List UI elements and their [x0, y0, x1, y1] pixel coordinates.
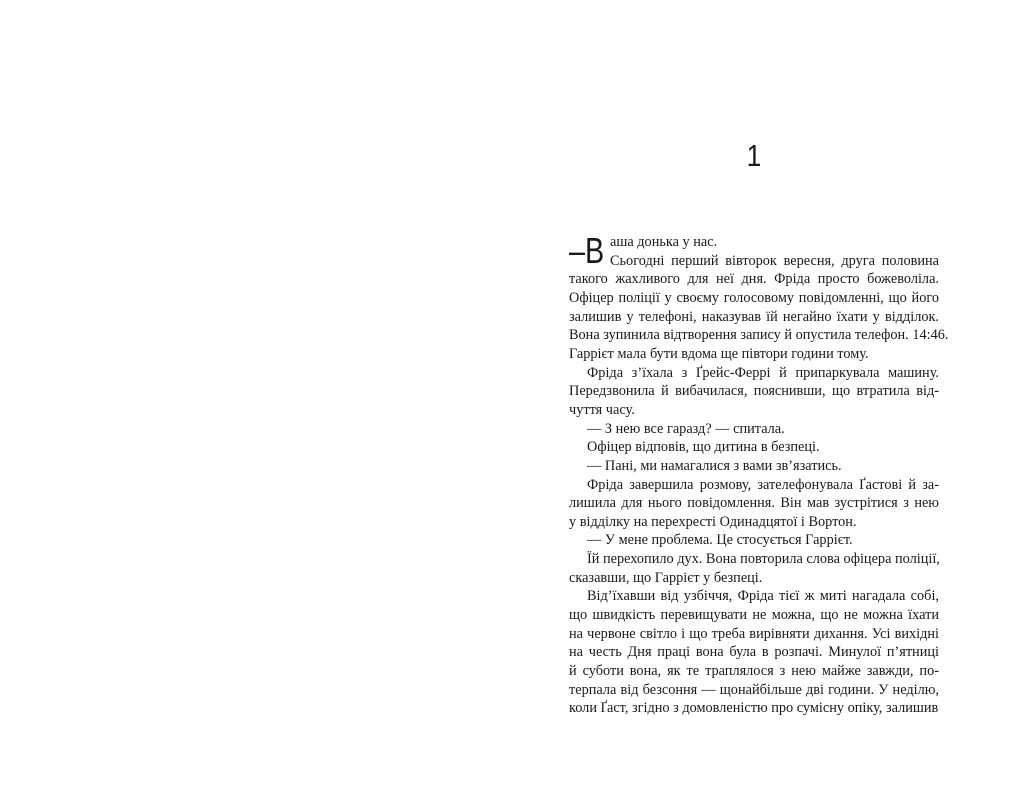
text-line: лишила для нього повідомлення. Він мав зустрітися з нею [569, 495, 939, 512]
text-line: що швидкість перевищувати не можна, що не можна їхати [569, 607, 939, 624]
drop-cap-lines [610, 233, 939, 270]
paragraph [569, 550, 939, 587]
text-line: на червоне світло і що треба вирівняти дихання. Усі вихідні [569, 625, 939, 642]
text-line: Вона зупинила відтворення запису й опустила телефон. 14:46. [569, 327, 949, 344]
text-line: сказавши, що Гаррієт у безпеці. [569, 569, 763, 586]
paragraph [569, 457, 939, 476]
paragraph [569, 270, 949, 363]
text-line: терпала від безсоння — щонайбільше дві години. У неділю, [569, 681, 939, 698]
text-line: аша донька у нас. [610, 234, 718, 250]
text-line: — Пані, ми намагалися з вами зв’язатись. [587, 457, 842, 474]
drop-cap-letter: В [585, 230, 605, 271]
text-line: й суботи вона, як те траплялося з нею майже завжди, по- [569, 663, 939, 680]
text-line: у відділку на перехресті Одинадцятої і Вортон. [569, 513, 857, 530]
text-line: Сьогодні перший вівторок вересня, друга половина [610, 252, 939, 269]
text-line: Передзвонила й вибачилася, пояснивши, що втратила від- [569, 383, 939, 400]
text-line: — У мене проблема. Це стосується Гаррієт. [587, 532, 853, 549]
text-line: залишив у телефоні, наказував їй негайно їхати у відділок. [569, 308, 939, 325]
paragraph [569, 531, 939, 550]
text-line: такого жахливого для неї дня. Фріда просто божеволіла. [569, 271, 939, 288]
right-page [512, 0, 1024, 802]
opening-dash: – [569, 230, 586, 271]
paragraphs [569, 270, 949, 718]
text-line: Від’їхавши від узбіччя, Фріда тієї ж миті нагадала собі, [587, 588, 939, 605]
text-line: Гаррієт мала бути вдома ще півтори години тому. [569, 345, 869, 362]
text-line: коли Ґаст, згідно з домовленістю про сумісну опіку, залишив [569, 700, 939, 717]
paragraph [569, 587, 939, 718]
text-line: Їй перехопило дух. Вона повторила слова офіцера поліції, [587, 551, 940, 568]
paragraph [569, 476, 939, 532]
drop-cap [569, 230, 605, 271]
paragraph [569, 438, 939, 457]
text-line: Офіцер поліції у своєму голосовому повідомленні, що його [569, 289, 939, 306]
text-line: Фріда з’їхала з Ґрейс-Феррі й припаркувала машину. [587, 364, 939, 381]
text-line: Офіцер відповів, що дитина в безпеці. [587, 439, 820, 456]
chapter-text [569, 230, 949, 718]
text-line: Фріда завершила розмову, зателефонувала Ґастові й за- [587, 476, 939, 493]
paragraph [569, 364, 939, 420]
text-line: на честь Дня праці вона була в розпачі. Минулої п’ятниці [569, 644, 939, 661]
paragraph [569, 420, 939, 439]
opening-paragraph [569, 230, 939, 271]
text-line: чуття часу. [569, 401, 635, 418]
chapter-number: 1 [746, 138, 762, 173]
text-line: — З нею все гаразд? — спитала. [587, 420, 785, 437]
